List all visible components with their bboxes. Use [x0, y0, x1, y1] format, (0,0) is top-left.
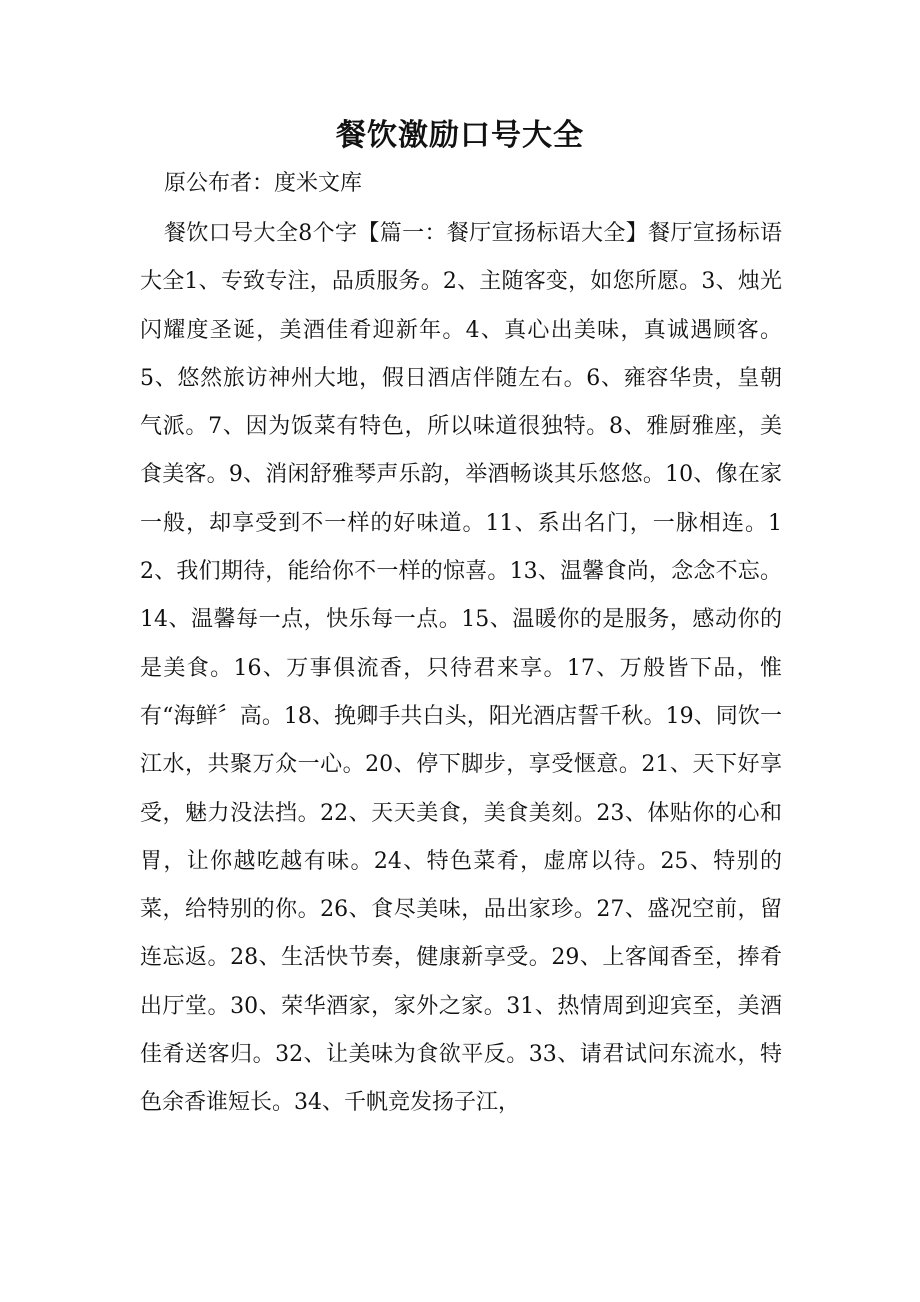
author-line: 原公布者：度米文库: [164, 171, 363, 196]
document-title: 餐饮激励口号大全: [336, 118, 584, 153]
body-paragraph: 餐饮口号大全8个字【篇一：餐厅宣扬标语大全】餐厅宣扬标语大全1、专致专注，品质服务。2、主随客变，如您所愿。3、烛光闪耀度圣诞，美酒佳肴迎新年。4、真心出美味，真诚遇顾客。5、悠然旅访神州大地，假日酒店伴随左右。6、雍容华贵，皇朝气派。7、因为饭菜有特色，所以味道很独特。8、雅厨雅座，美食美客。9、消闲舒雅琴声乐韵，举酒畅谈其乐悠悠。10、像在家一般，却享受到不一样的好味道。11、系出名门，一脉相连。12、我们期待，能给你不一样的惊喜。13、温馨食尚，念念不忘。14、温馨每一点，快乐每一点。15、温暖你的是服务，感动你的是美食。16、万事俱流香，只待君来享。17、万般皆下品，惟有“海鲜〞高。18、挽卿手共白头，阳光酒店誓千秋。19、同饮一江水，共聚万众一心。20、停下脚步，享受惬意。21、天下好享受，魅力没法挡。22、天天美食，美食美刻。23、体贴你的心和胃，让你越吃越有味。24、特色菜肴，虚席以待。25、特别的菜，给特别的你。26、食尽美味，品出家珍。27、盛况空前，留连忘返。28、生活快节奏，健康新享受。29、上客闻香至，捧肴出厅堂。30、荣华酒家，家外之家。31、热情周到迎宾至，美酒佳肴送客归。32、让美味为食欲平反。33、请君试问东流水，特色余香谁短长。34、千帆竞发扬子江，: [140, 221, 782, 1116]
